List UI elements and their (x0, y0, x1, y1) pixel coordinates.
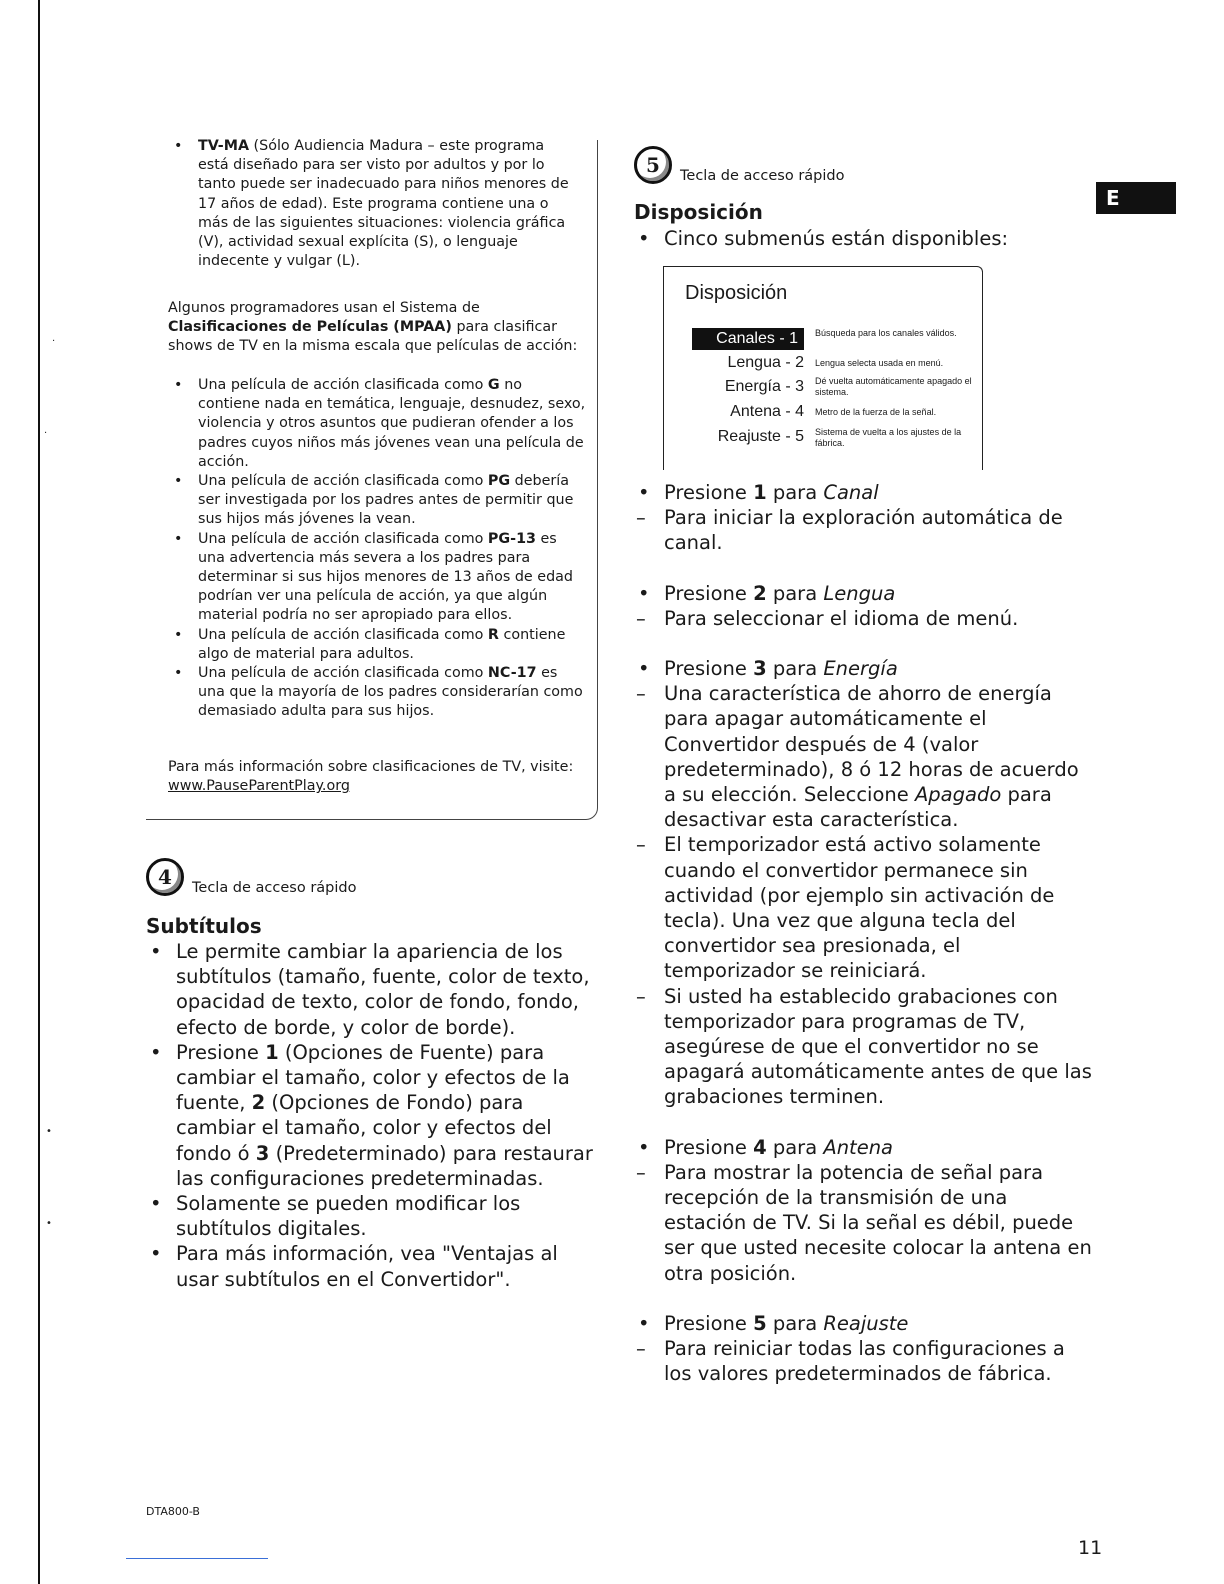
scan-speck: • (46, 1218, 52, 1229)
list-item (634, 832, 1094, 983)
item-text: Para mostrar la potencia de señal para recepción de la transmisión de una estación de TV. Si la señal es débil, puede ser que usted necesite colocar la antena en otra posición. (664, 1160, 1092, 1285)
key-number: 1 (753, 481, 767, 504)
menu-item-desc: Dé vuelta automáticamente apagado el sistema. (815, 376, 972, 397)
key-number: 5 (753, 1311, 767, 1335)
rating-code: G (487, 377, 500, 393)
item-text: para (766, 581, 824, 605)
item-text: Le permite cambiar la apariencia de los subtítulos (tamaño, fuente, color de texto, opacidad de texto, color de fondo, fondo, efecto de borde, y color de borde). (176, 940, 590, 1039)
mpaa-pre: Algunos programadores usan el Sistema de (168, 300, 480, 316)
item-text: Presione (176, 1040, 266, 1064)
scan-speck: · (52, 336, 56, 347)
mpaa-post: para clasificar shows de TV en la misma escala que películas de acción: (168, 319, 578, 355)
rating-pre: Una película de acción clasificada como (198, 473, 488, 490)
key-number: 3 (753, 657, 767, 681)
key-number: 2 (753, 581, 767, 605)
mpaa-intro (168, 299, 588, 357)
item-text: Presione (664, 481, 754, 504)
list-item (168, 626, 588, 664)
footer-rule (126, 1558, 268, 1559)
list-item (146, 1191, 606, 1241)
list-item (634, 581, 1094, 606)
badge-letter: E (1106, 186, 1120, 210)
item-text: para (766, 657, 824, 681)
item-text: Para más información, vea "Ventajas al usar subtítulos en el Convertidor". (176, 1242, 558, 1291)
menu-item-desc: Lengua selecta usada en menú. (815, 358, 944, 368)
page-number: 11 (1078, 1537, 1103, 1559)
rating-post: es una que la mayoría de los padres considerarían como demasiado adulta para sus hijos. (198, 665, 583, 720)
scan-speck: · (44, 428, 48, 439)
key-4-icon: 4 (146, 858, 184, 896)
item-text: Si usted ha establecido grabaciones con temporizador para programas de TV, asegúrese de que el convertidor no se apagará automáticamente antes de que las grabaciones terminen. (664, 984, 1092, 1109)
scan-speck: • (46, 1126, 52, 1137)
more-info-link[interactable]: www.PauseParentPlay.org (168, 778, 350, 795)
rating-code: R (487, 626, 499, 643)
list-item (168, 530, 588, 626)
key-number: 3 (255, 1141, 270, 1165)
binding-edge (38, 0, 40, 1584)
rating-pre: Una película de acción clasificada como (198, 665, 488, 682)
menu-item-reajuste[interactable]: Reajuste - 5 (717, 428, 804, 445)
item-text: Presione (664, 657, 754, 681)
item-text: El temporizador está activo solamente cuando el convertidor permanece sin actividad (por ejemplo sin activación de tecla). Una vez que alguna tecla del convertidor sea presionada, el temporizador se reiniciará. (664, 833, 1055, 983)
more-info-text: Para más información sobre clasificaciones de TV, visite: (168, 759, 574, 775)
shortcut-key-5 (634, 146, 844, 184)
key-number: 4 (753, 1135, 767, 1159)
rating-pre: Una película de acción clasificada como (198, 626, 488, 643)
list-item (634, 505, 1094, 555)
rating-term: TV-MA (198, 138, 250, 154)
more-info (168, 758, 588, 796)
subtitulos-list (146, 939, 606, 1292)
item-text: Solamente se pueden modificar los subtítulos digitales. (176, 1192, 521, 1241)
menu-item-desc: Metro de la fuerza de la señal. (815, 407, 937, 417)
rating-pre: Una película de acción clasificada como (198, 377, 488, 393)
menu-item-canales[interactable]: Canales - 1 (692, 328, 804, 350)
list-item (168, 664, 588, 722)
list-item (168, 376, 588, 472)
menu-item-desc: Búsqueda para los canales válidos. (815, 328, 957, 338)
item-text: Cinco submenús están disponibles: (664, 227, 1009, 250)
item-text: Para reiniciar todas las configuraciones a los valores predeterminados de fábrica. (664, 1337, 1065, 1386)
item-text: Una característica de ahorro de energía para apagar automáticamente el Convertidor después de 4 (valor predeterminado), 8 ó 12 horas de acuerdo a su elección. Seleccione (664, 682, 1079, 807)
list-item (634, 1135, 1094, 1160)
disposicion-options (634, 480, 1094, 1387)
option-name: Canal (823, 481, 879, 504)
mpaa-strong: Clasificaciones de Películas (MPAA) (168, 319, 452, 336)
document-code: DTA800-B (146, 1505, 200, 1518)
item-text: Presione (664, 1135, 754, 1159)
list-item (168, 472, 588, 530)
rating-pre: Una película de acción clasificada como (198, 530, 488, 547)
setup-menu-screen (663, 266, 983, 470)
list-item (634, 984, 1094, 1110)
list-item (634, 681, 1094, 832)
option-name: Lengua (823, 581, 896, 605)
option-name: Energía (823, 657, 898, 681)
item-emphasis: Apagado (914, 783, 1002, 807)
option-name: Reajuste (823, 1311, 909, 1335)
rating-code: PG (487, 473, 511, 490)
item-text: para (766, 481, 824, 504)
list-item (634, 1336, 1094, 1386)
disposicion-intro (634, 226, 1074, 251)
rating-code: PG-13 (487, 530, 536, 547)
item-text: (Opciones de Fondo) para cambiar el tamaño, color y efectos del fondo ó (176, 1091, 552, 1165)
menu-item-antena[interactable]: Antena - 4 (730, 403, 804, 420)
list-item (634, 1311, 1094, 1336)
key-number: 1 (265, 1040, 279, 1064)
key-number: 2 (251, 1091, 266, 1115)
rating-post: es una advertencia más severa a los padres para determinar si sus hijos menores de 13 años de edad podrían ver una película de acción, ya que algún material podría no ser apropiado para ellos. (198, 530, 573, 624)
item-text: para (766, 1135, 824, 1159)
shortcut-label: Tecla de acceso rápido (192, 880, 357, 896)
list-item (634, 656, 1094, 681)
list-item (634, 226, 1074, 251)
item-text: Para seleccionar el idioma de menú. (664, 606, 1019, 630)
rating-post: no contiene nada en temática, lenguaje, desnudez, sexo, violencia y otros asuntos que pudieran ofender a los padres cuyos niños más jóvenes vean una película de acción. (198, 377, 586, 470)
list-item (634, 480, 1094, 505)
menu-row (664, 326, 984, 354)
rating-post: debería ser investigada por los padres antes de permitir que sus hijos más jóvenes la vean. (198, 473, 574, 528)
rating-post: contiene algo de material para adultos. (198, 626, 566, 662)
item-text: (Opciones de Fuente) para cambiar el tamaño, color y efectos de la fuente, (176, 1040, 570, 1115)
list-item (146, 939, 606, 1040)
option-name: Antena (823, 1135, 894, 1159)
item-text: para (766, 1311, 824, 1335)
mpaa-ratings-list (168, 376, 588, 722)
menu-row (664, 428, 984, 456)
menu-item-energia[interactable]: Energía - 3 (724, 378, 804, 395)
shortcut-label: Tecla de acceso rápido (680, 168, 845, 184)
item-text: Presione (664, 1311, 754, 1335)
shortcut-key-4 (146, 858, 356, 896)
key-5-icon: 5 (634, 146, 672, 184)
item-text: para desactivar esta característica. (664, 783, 1052, 832)
menu-title: Disposición (685, 282, 788, 304)
menu-row (664, 378, 984, 406)
list-item (634, 1160, 1094, 1286)
list-item (146, 1040, 606, 1191)
language-tab-badge (1096, 182, 1176, 214)
list-item (146, 1241, 606, 1291)
list-item (634, 606, 1094, 631)
item-text: Para iniciar la exploración automática de canal. (664, 506, 1063, 555)
item-text: Presione (664, 581, 754, 605)
rating-code: NC-17 (487, 665, 537, 682)
tvma-item (168, 137, 578, 271)
list-item (168, 137, 578, 271)
menu-item-desc: Sistema de vuelta a los ajustes de la fábrica. (815, 427, 962, 448)
disposicion-heading: Disposición (634, 200, 763, 224)
subtitulos-heading: Subtítulos (146, 914, 262, 938)
item-text: (Predeterminado) para restaurar las configuraciones predeterminadas. (176, 1141, 593, 1190)
menu-item-lengua[interactable]: Lengua - 2 (727, 354, 804, 371)
tvma-text: (Sólo Audiencia Madura – este programa está diseñado para ser visto por adultos y por lo tanto puede ser inadecuado para niños menores de 17 años de edad). Este programa contiene una o más de las siguientes situaciones: violencia gráfica (V), actividad sexual explícita (S), o lenguaje indecente y vulgar (L). (198, 138, 569, 270)
